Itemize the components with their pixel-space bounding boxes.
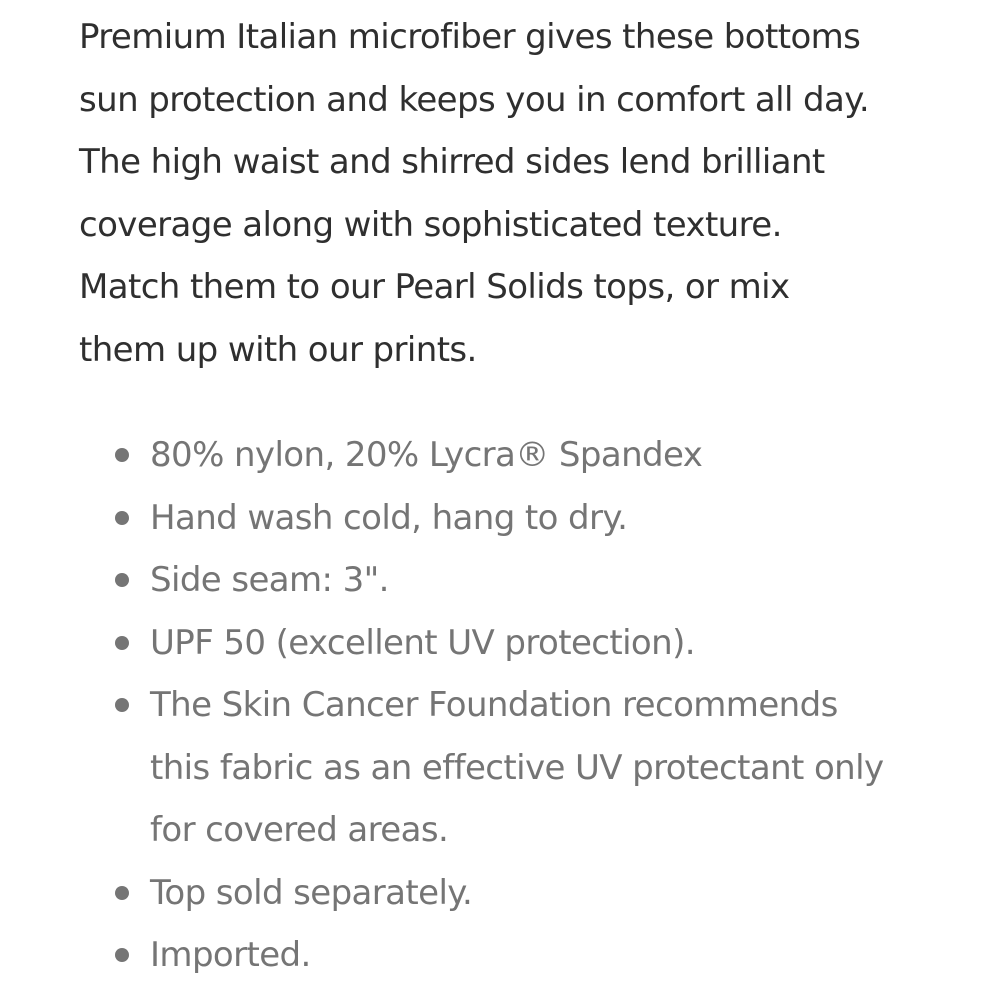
feature-list: [79, 424, 1000, 987]
bullet-icon: [115, 698, 129, 712]
feature-text: for covered areas.: [150, 810, 449, 850]
feature-text: 80% nylon, 20% Lycra® Spandex: [150, 435, 703, 475]
description-line: Premium Italian microfiber gives these bottoms: [79, 17, 861, 57]
feature-text: Hand wash cold, hang to dry.: [150, 497, 628, 538]
feature-item-top-sold-separately: [150, 862, 1000, 925]
feature-text: this fabric as an effective UV protectant only: [150, 747, 884, 788]
feature-item-care: [150, 487, 1000, 550]
description-line: Match them to our Pearl Solids tops, or mix: [79, 267, 790, 307]
feature-text: The Skin Cancer Foundation recommends: [150, 685, 838, 725]
bullet-icon: [115, 886, 129, 900]
bullet-icon: [115, 448, 129, 462]
feature-text: Imported.: [150, 935, 311, 975]
bullet-icon: [115, 636, 129, 650]
bullet-icon: [115, 511, 129, 525]
feature-text: Top sold separately.: [150, 872, 473, 913]
description-line: them up with our prints.: [79, 329, 477, 370]
description-line: coverage along with sophisticated texture.: [79, 204, 782, 245]
feature-item-upf: [150, 612, 1000, 675]
description-line: sun protection and keeps you in comfort all day.: [79, 79, 870, 120]
bullet-icon: [115, 948, 129, 962]
description-line: The high waist and shirred sides lend brilliant: [79, 142, 825, 182]
feature-text: Side seam: 3".: [150, 560, 389, 600]
feature-item-side-seam: [150, 549, 1000, 612]
feature-text: UPF 50 (excellent UV protection).: [150, 622, 695, 663]
feature-item-imported: [150, 924, 1000, 987]
product-description: [79, 6, 939, 381]
feature-item-skin-cancer-foundation: [150, 674, 1000, 862]
feature-item-fabric: [150, 424, 1000, 487]
bullet-icon: [115, 573, 129, 587]
